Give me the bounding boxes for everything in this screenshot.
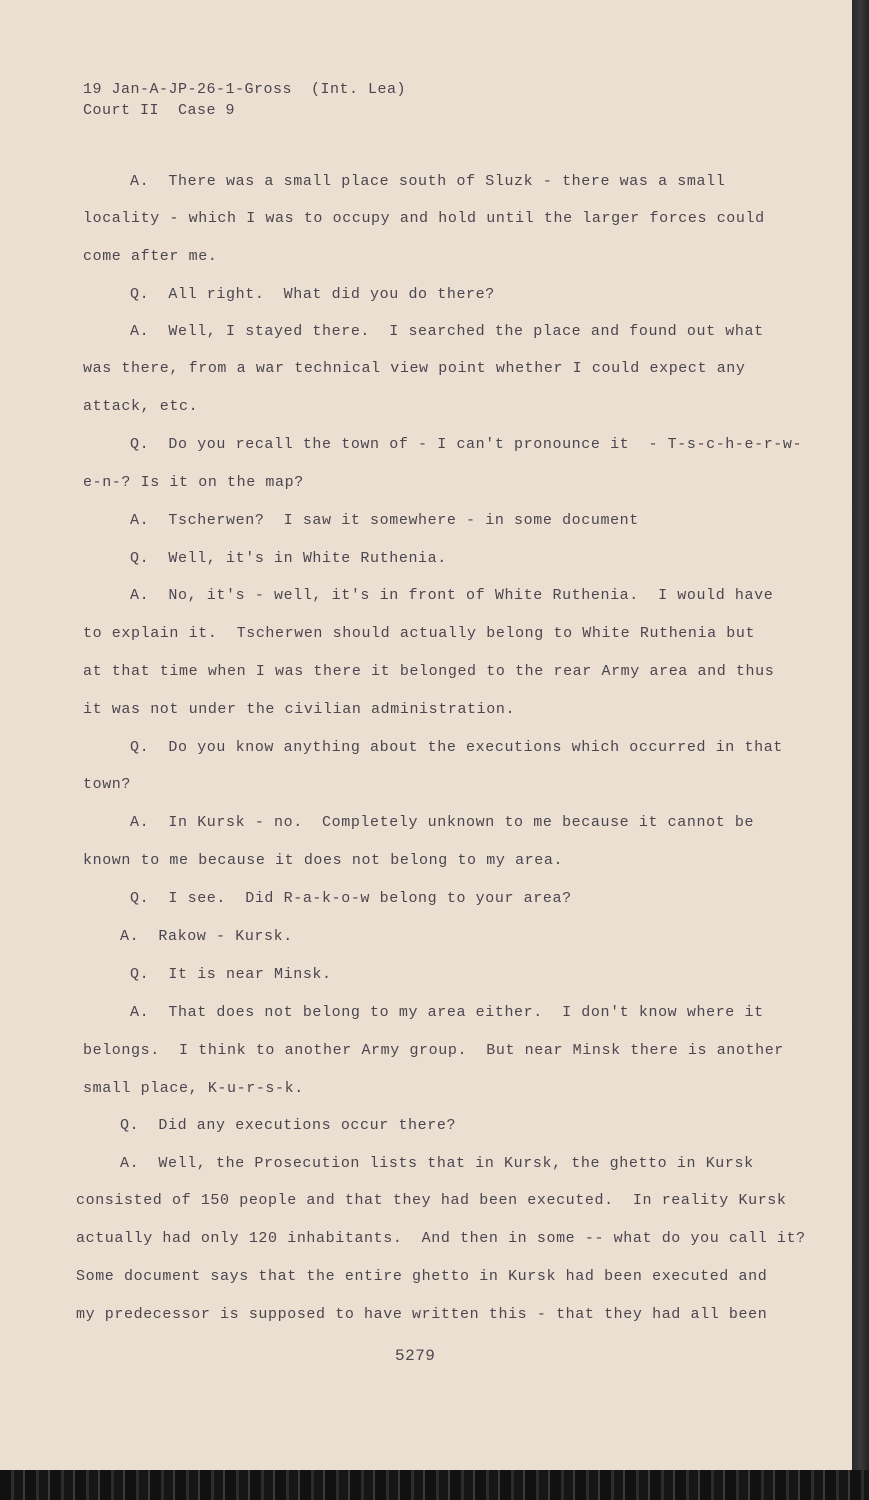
- page-number: 5279: [395, 1347, 436, 1365]
- text-line: Q. Did any executions occur there?: [120, 1117, 457, 1134]
- text-line: A. Well, the Prosecution lists that in Kursk, the ghetto in Kursk: [120, 1155, 754, 1172]
- text-line: A. Well, I stayed there. I searched the place and found out what: [130, 323, 764, 340]
- text-line: it was not under the civilian administration.: [83, 701, 516, 718]
- text-line: A. Tscherwen? I saw it somewhere - in some document: [130, 512, 639, 529]
- text-line: consisted of 150 people and that they had been executed. In reality Kursk: [76, 1192, 787, 1209]
- text-line: actually had only 120 inhabitants. And then in some -- what do you call it?: [76, 1230, 806, 1247]
- text-line: Some document says that the entire ghetto in Kursk had been executed and: [76, 1268, 768, 1285]
- text-line: A. Rakow - Kursk.: [120, 928, 293, 945]
- text-line: A. There was a small place south of Sluzk - there was a small: [130, 173, 726, 190]
- text-line: Q. Well, it's in White Ruthenia.: [130, 550, 447, 567]
- text-line: at that time when I was there it belonged to the rear Army area and thus: [83, 663, 775, 680]
- text-line: my predecessor is supposed to have written this - that they had all been: [76, 1306, 768, 1323]
- text-line: small place, K-u-r-s-k.: [83, 1080, 304, 1097]
- text-line: town?: [83, 776, 132, 793]
- text-line: A. That does not belong to my area either. I don't know where it: [130, 1004, 764, 1021]
- document-reference: 19 Jan-A-JP-26-1-Gross (Int. Lea): [83, 81, 407, 98]
- text-line: attack, etc.: [83, 398, 199, 415]
- text-line: Q. Do you recall the town of - I can't pronounce it - T-s-c-h-e-r-w-: [130, 436, 803, 453]
- scanner-bottom-strip: [0, 1470, 869, 1500]
- text-line: A. No, it's - well, it's in front of White Ruthenia. I would have: [130, 587, 774, 604]
- text-line: to explain it. Tscherwen should actually belong to White Ruthenia but: [83, 625, 756, 642]
- text-line: A. In Kursk - no. Completely unknown to me because it cannot be: [130, 814, 755, 831]
- text-line: e-n-? Is it on the map?: [83, 474, 304, 491]
- text-line: Q. All right. What did you do there?: [130, 286, 495, 303]
- page-edge-shadow: [852, 0, 869, 1470]
- text-line: come after me.: [83, 248, 218, 265]
- text-line: Q. It is near Minsk.: [130, 966, 332, 983]
- text-line: known to me because it does not belong to my area.: [83, 852, 564, 869]
- text-line: Q. Do you know anything about the executions which occurred in that: [130, 739, 783, 756]
- court-case-line: Court II Case 9: [83, 102, 236, 119]
- text-line: Q. I see. Did R-a-k-o-w belong to your area?: [130, 890, 572, 907]
- text-line: locality - which I was to occupy and hold until the larger forces could: [83, 210, 765, 227]
- text-line: was there, from a war technical view point whether I could expect any: [83, 360, 746, 377]
- text-line: belongs. I think to another Army group. But near Minsk there is another: [83, 1042, 784, 1059]
